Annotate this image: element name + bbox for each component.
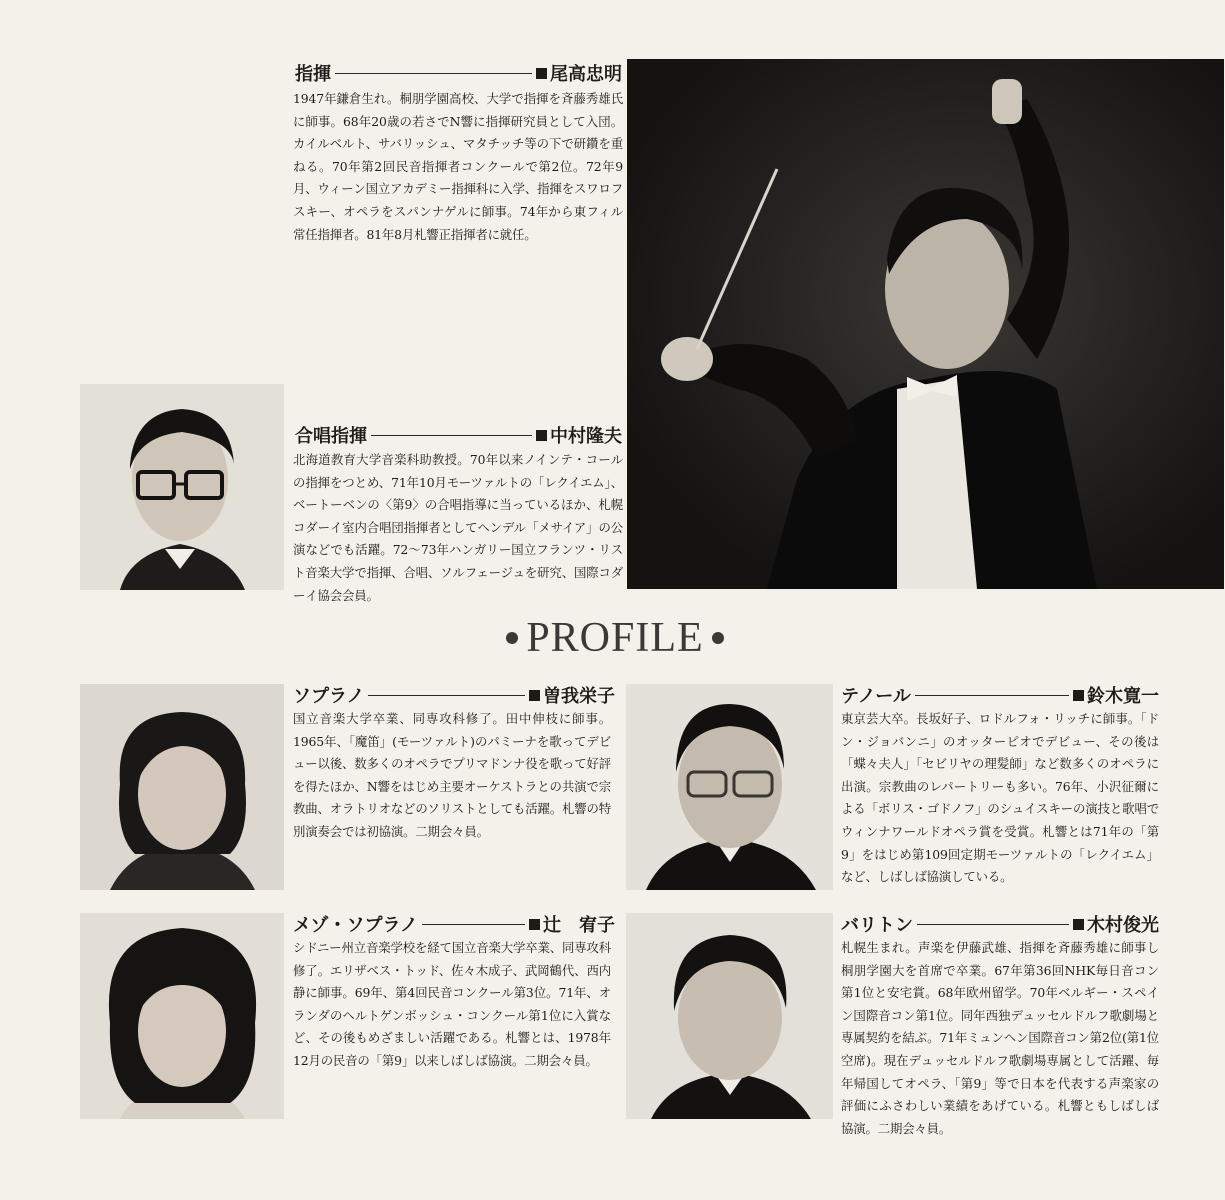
baritone-portrait <box>626 913 833 1119</box>
soprano-role: ソプラノ <box>293 686 365 707</box>
square-bullet-icon <box>1073 690 1084 701</box>
baritone-heading <box>841 913 1159 935</box>
square-bullet-icon <box>536 68 547 79</box>
section-title-text: PROFILE <box>526 615 704 661</box>
baritone-photo <box>626 913 833 1119</box>
soprano-photo <box>80 684 284 890</box>
square-bullet-icon <box>536 430 547 441</box>
tenor-role: テノール <box>841 686 911 707</box>
tenor-bio: 東京芸大卒。長坂好子、ロドルフォ・リッチに師事。「ドン・ジョバンニ」のオッターピオでデビュー、その後は「蝶々夫人」「セビリヤの理髪師」など数多くのオペラに出演。宗教曲のレパートリーも多い。76年、小沢征爾による「ボリス・ゴドノフ」のシュイスキーの演技と歌唱でウィンナワールドオペラ賞を受賞。札響とは71年の「第9」をはじめ第109回定期モーツァルトの「レクイエム」など、しばしば協演している。 <box>841 711 1159 885</box>
chorus-master-portrait <box>80 384 284 590</box>
heading-rule <box>371 435 532 436</box>
soprano-bio: 国立音楽大学卒業、同専攻科修了。田中伸枝に師事。1965年、「魔笛」(モーツァルト)のパミーナを歌ってデビュー以後、数多くのオペラでプリマドンナ役を歌って好評を得たほか、N響をはじめ主要オーケストラとの共演で宗教曲、オラトリオなどのソリストとしても活躍。札響の特別演奏会では初協演。二期会々員。 <box>293 711 611 839</box>
mezzo-heading <box>293 913 615 935</box>
square-bullet-icon <box>529 690 540 701</box>
soprano-portrait <box>80 684 284 890</box>
chorus-master-role: 合唱指揮 <box>295 426 367 447</box>
heading-rule <box>335 73 532 74</box>
bullet-dot-icon <box>712 632 724 644</box>
mezzo-role: メゾ・ソプラノ <box>293 915 418 936</box>
soprano-heading <box>293 684 615 706</box>
tenor-portrait <box>626 684 833 890</box>
square-bullet-icon <box>1073 919 1084 930</box>
conductor-name: 尾高忠明 <box>550 64 622 85</box>
heading-rule <box>422 924 525 925</box>
bullet-dot-icon <box>506 632 518 644</box>
baritone-role: バリトン <box>841 915 913 936</box>
tenor-heading <box>841 684 1159 706</box>
conductor-bio: 1947年鎌倉生れ。桐朋学園高校、大学で指揮を斉藤秀雄氏に師事。68年20歳の若さでN響に指揮研究員として入団。カイルベルト、サバリッシュ、マタチッチ等の下で研鑽を重ねる。70年第2回民音指揮者コンクールで第2位。72年9月、ウィーン国立アカデミー指揮科に入学、指揮をスワロフスキー、オペラをスパンナゲルに師事。74年から東フィル常任指揮者。81年8月札響正指揮者に就任。 <box>293 91 623 242</box>
conductor-heading <box>295 61 622 85</box>
heading-rule <box>917 924 1069 925</box>
heading-rule <box>915 695 1069 696</box>
mezzo-bio: シドニー州立音楽学校を経て国立音楽大学卒業、同専攻科修了。エリザベス・トッド、佐々木成子、武岡鶴代、西内静に師事。69年、第4回民音コンクール第3位。71年、オランダのヘルトゲンボッシュ・コンクール第1位に入賞など、その後もめざましい活躍である。札響とは、1978年12月の民音の「第9」以来しばしば協演。二期会々員。 <box>293 940 611 1068</box>
chorus-master-photo <box>80 384 284 590</box>
square-bullet-icon <box>529 919 540 930</box>
heading-rule <box>368 695 525 696</box>
chorus-master-bio: 北海道教育大学音楽科助教授。70年以来ノインテ・コールの指揮をつとめ、71年10月モーツァルトの「レクイエム」、ベートーベンの〈第9〉の合唱指導に当っているほか、札幌コダーイ室内合唱団指揮者としてヘンデル「メサイア」の公演などでも活躍。72〜73年ハンガリー国立フランツ・リスト音楽大学で指揮、合唱、ソルフェージュを研究、国際コダーイ協会会員。 <box>293 452 623 603</box>
mezzo-portrait <box>80 913 284 1119</box>
tenor-name: 鈴木寛一 <box>1087 686 1159 707</box>
soprano-name: 曽我栄子 <box>543 686 615 707</box>
tenor-photo <box>626 684 833 890</box>
chorus-master-name: 中村隆夫 <box>550 426 622 447</box>
mezzo-photo <box>80 913 284 1119</box>
baritone-bio: 札幌生まれ。声楽を伊藤武雄、指揮を斉藤秀雄に師事し桐朋学園大を首席で卒業。67年第36回NHK毎日音コン第1位と安宅賞。68年欧州留学。70年ベルギー・スペイン国際音コン第1位。同年西独デュッセルドルフ歌劇場と専属契約を結ぶ。71年ミュンヘン国際音コン第2位(第1位空席)。現在デュッセルドルフ歌劇場専属として活躍、毎年帰国してオペラ、「第9」等で日本を代表する声楽家の評価にふさわしい業績をあげている。札響ともしばしば協演。二期会々員。 <box>841 940 1159 1136</box>
conductor-role: 指揮 <box>295 64 331 85</box>
conductor-photo <box>627 59 1224 589</box>
chorus-master-heading <box>295 423 622 447</box>
section-title <box>489 614 741 662</box>
conductor-silhouette <box>627 59 1224 589</box>
baritone-name: 木村俊光 <box>1087 915 1159 936</box>
mezzo-name: 辻 宥子 <box>543 915 615 936</box>
